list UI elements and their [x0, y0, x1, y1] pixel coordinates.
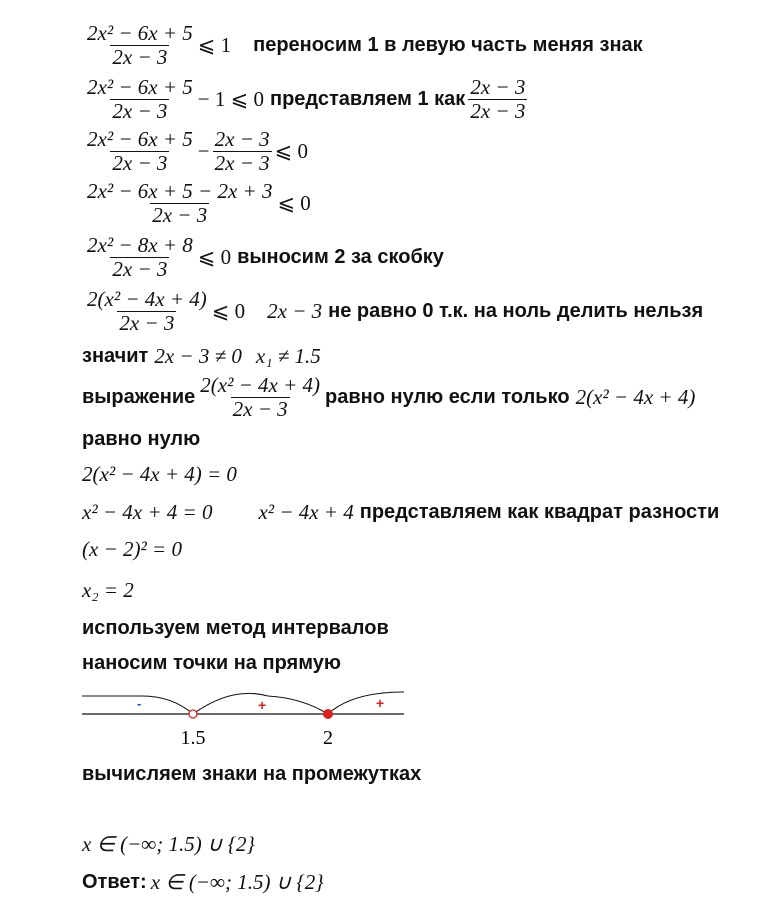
operator: − — [197, 139, 210, 163]
relation: − 1 ⩽ 0 — [197, 87, 264, 111]
denominator: 2x − 3 — [112, 99, 168, 123]
solution: x ∈ (−∞; 1.5) ∪ {2} — [82, 832, 255, 856]
fraction — [85, 234, 195, 281]
numerator: 2x² − 6x + 5 − 2x + 3 — [87, 179, 273, 203]
fraction-one — [468, 76, 527, 123]
fraction — [85, 128, 195, 175]
fraction — [85, 76, 195, 123]
relation: ⩽ 0 — [197, 245, 232, 269]
note: переносим 1 в левую часть меняя знак — [253, 34, 643, 56]
root-2: x₂ = 2 — [82, 578, 134, 602]
equation: x² − 4x + 4 = 0 — [82, 500, 213, 524]
step-5 — [82, 234, 444, 281]
numerator: 2x² − 6x + 5 — [87, 127, 193, 151]
text-2: равно нулю если только — [325, 386, 570, 408]
equation: 2(x² − 4x + 4) = 0 — [82, 462, 237, 486]
text: используем метод интервалов — [82, 617, 389, 639]
method-line — [82, 617, 389, 640]
relation: ⩽ 0 — [211, 299, 246, 323]
answer-label: Ответ: — [82, 871, 147, 893]
plot-points-line — [82, 652, 341, 675]
denominator: 2x − 3 — [214, 151, 270, 175]
step-2 — [82, 76, 530, 123]
text-line — [82, 428, 200, 451]
numerator: 2(x² − 4x + 4) — [87, 287, 207, 311]
relation: ⩽ 1 — [197, 33, 232, 57]
point-filled — [324, 710, 333, 719]
relation: ⩽ 0 — [277, 191, 311, 215]
denominator: 2x − 3 — [112, 45, 168, 69]
numerator: 2x² − 6x + 5 — [87, 21, 193, 45]
equation: (x − 2)² = 0 — [82, 537, 182, 561]
fraction — [198, 374, 322, 421]
note: представляем как квадрат разности — [359, 501, 720, 523]
denominator: 2x − 3 — [119, 311, 175, 335]
step-3 — [82, 128, 308, 175]
step-1 — [82, 22, 643, 69]
numerator: 2x² − 8x + 8 — [87, 233, 193, 257]
number-line — [82, 686, 412, 752]
equation-line — [82, 462, 237, 487]
numerator: 2x − 3 — [214, 127, 270, 151]
numerator: 2(x² − 4x + 4) — [200, 373, 321, 397]
sign-plus: + — [376, 695, 385, 711]
denominator: 2x − 3 — [232, 397, 288, 421]
step-6 — [82, 288, 703, 335]
note: выносим 2 за скобку — [237, 246, 444, 268]
denominator: 2x − 3 — [112, 151, 168, 175]
text: значит — [82, 345, 149, 367]
condition-line — [82, 344, 321, 369]
answer: x ∈ (−∞; 1.5) ∪ {2} — [150, 870, 324, 894]
relation: ⩽ 0 — [274, 139, 308, 163]
square-line — [82, 537, 182, 562]
denominator: 2x − 3 — [470, 99, 526, 123]
answer-line — [82, 870, 324, 895]
text: вычисляем знаки на промежутках — [82, 763, 422, 785]
numerator: 2x − 3 — [470, 75, 526, 99]
text: равно нулю — [82, 428, 201, 450]
sign-minus: - — [137, 696, 142, 711]
denominator: 2x − 3 — [152, 203, 208, 227]
fraction — [85, 22, 195, 69]
text: выражение — [82, 386, 196, 408]
sign-curve — [82, 692, 404, 714]
zero-condition-line — [82, 374, 695, 421]
point-label: 2 — [323, 727, 333, 749]
expression: 2x − 3 ≠ 0 — [154, 344, 242, 368]
sign-plus: + — [258, 697, 267, 713]
root-2-line — [82, 578, 134, 603]
text: наносим точки на прямую — [82, 652, 341, 674]
expression: 2x − 3 — [267, 299, 323, 323]
fraction — [85, 288, 209, 335]
fraction-two — [213, 128, 272, 175]
numerator: 2x² − 6x + 5 — [87, 75, 193, 99]
root-1: x₁ ≠ 1.5 — [255, 344, 321, 368]
solution-line — [82, 832, 255, 857]
denominator: 2x − 3 — [112, 257, 168, 281]
note: представляем 1 как — [269, 88, 466, 110]
quadratic-line — [82, 500, 719, 525]
compute-signs-line — [82, 763, 421, 786]
point-label: 1.5 — [180, 727, 206, 749]
fraction — [85, 180, 274, 227]
note: не равно 0 т.к. на ноль делить нельзя — [328, 300, 704, 322]
expression: x² − 4x + 4 — [258, 500, 354, 524]
expression: 2(x² − 4x + 4) — [575, 385, 696, 409]
point-open — [189, 710, 197, 718]
step-4 — [82, 180, 311, 227]
